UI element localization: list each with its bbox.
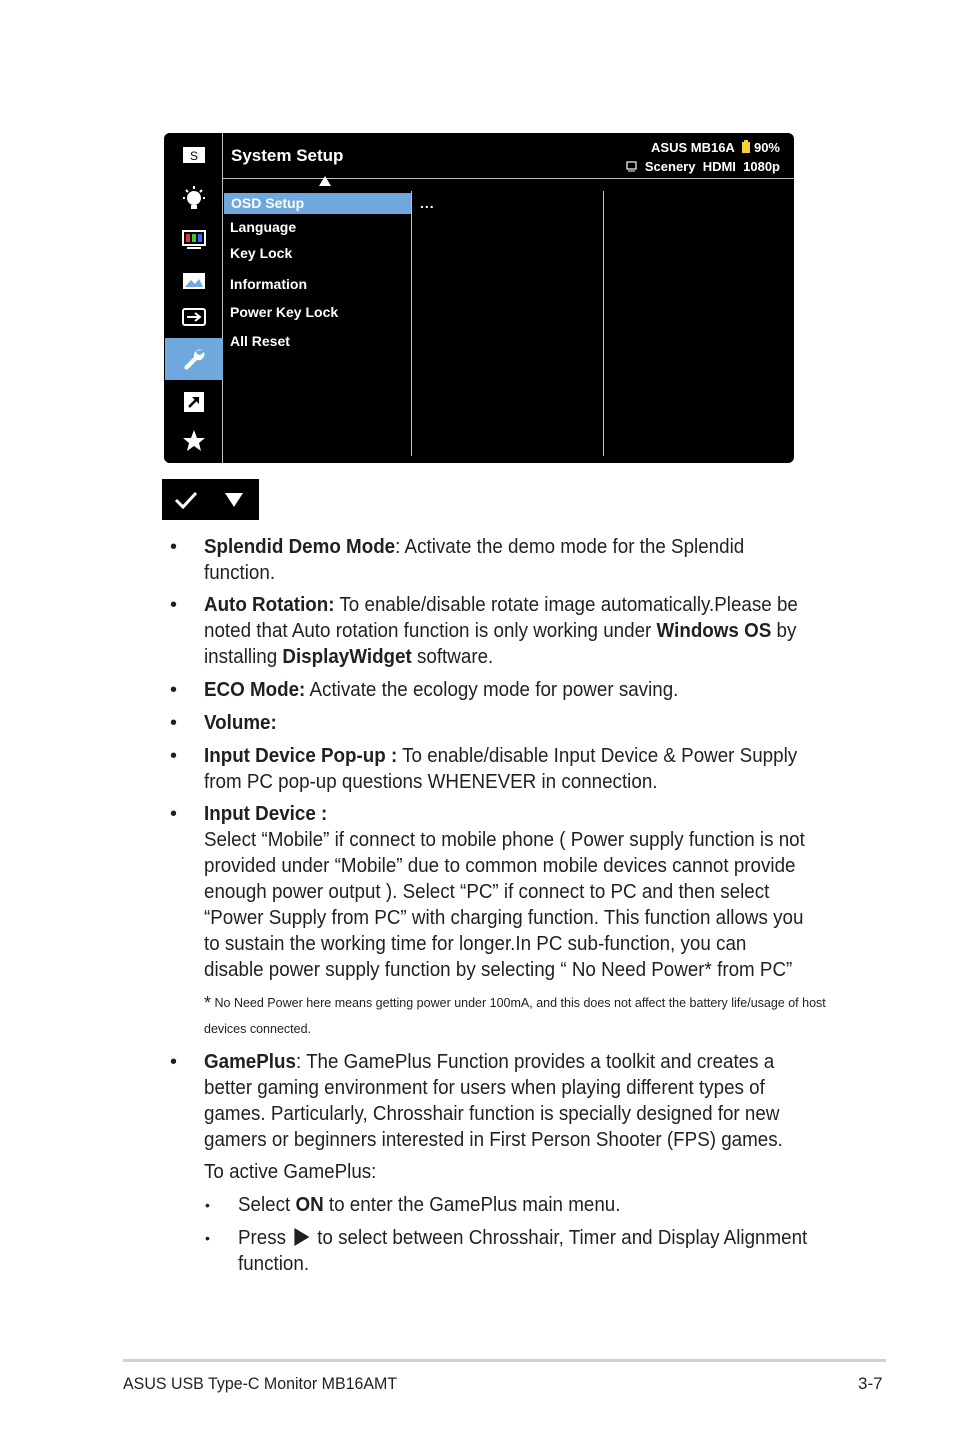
monitor-small-icon: [626, 161, 637, 172]
svg-text:S: S: [189, 149, 199, 163]
menu-item-power-key-lock[interactable]: Power Key Lock: [230, 304, 339, 320]
gameplus-step-1: Select ON to enter the GamePlus main menu.: [238, 1194, 621, 1216]
section-volume: Volume:: [204, 712, 277, 734]
shortcut-icon[interactable]: [165, 382, 223, 422]
input-select-icon[interactable]: [165, 297, 223, 337]
right-arrow-icon: [294, 1228, 309, 1246]
page-number: 3-7: [858, 1374, 883, 1393]
section-splendid-demo: Splendid Demo Mode: Activate the demo mode for the Splendid function.: [204, 536, 745, 584]
osd-title: System Setup: [231, 146, 344, 165]
model-name: ASUS MB16A: [651, 140, 735, 155]
bullet: •: [170, 679, 178, 701]
battery-icon: [741, 140, 751, 153]
check-icon[interactable]: [162, 479, 210, 520]
gameplus-intro: To active GamePlus:: [204, 1161, 377, 1183]
osd-status: [626, 138, 780, 176]
section-eco-mode: ECO Mode: Activate the ecology mode for power saving.: [204, 679, 679, 701]
scroll-up-caret-icon: [319, 176, 331, 186]
bullet: •: [170, 594, 178, 616]
section-input-device: Input Device : Select “Mobile” if connect to mobile phone ( Power supply function is not provided under “Mobile” due to common mobile devices cannot provide enough power output ). Select “PC” if connect to PC and then select “Power Supply from PC” with charging function. This function allows you to sustain the working time for longer.In PC sub-function, you can disable power supply function by selecting “ No Need Power* from PC”: [204, 803, 805, 981]
osd-sidebar: [164, 133, 223, 463]
footer-title: ASUS USB Type-C Monitor MB16AMT: [123, 1374, 398, 1393]
battery-level: 90%: [753, 140, 780, 155]
osd-column-divider: [603, 191, 604, 456]
bullet: •: [170, 536, 178, 558]
down-arrow-icon[interactable]: [210, 479, 258, 520]
menu-item-information[interactable]: Information: [230, 276, 307, 292]
section-input-device-popup: Input Device Pop-up : To enable/disable Input Device & Power Supply from PC pop-up questions WHENEVER in connection.: [204, 745, 798, 793]
splendid-icon[interactable]: [165, 135, 223, 175]
section-gameplus: GamePlus: The GamePlus Function provides a toolkit and creates a better gaming environment for users when playing different types of games. Particularly, Chrosshair function is specially designed for new gamers or beginners interested in First Person Shooter (FPS) games.: [204, 1051, 783, 1151]
sub-bullet: •: [205, 1230, 210, 1246]
footnote: * No Need Power here means getting power under 100mA, and this does not affect the battery life/usage of host devices connected.: [204, 993, 826, 1036]
menu-item-language[interactable]: Language: [230, 219, 297, 235]
footer-divider: [123, 1359, 886, 1362]
menu-item-all-reset[interactable]: All Reset: [230, 333, 290, 349]
osd-menu-screenshot: [164, 133, 794, 463]
mode-info: Scenery HDMI 1080p: [644, 159, 780, 174]
menu-item-osd-setup[interactable]: OSD Setup: [224, 193, 411, 214]
bullet: •: [170, 803, 178, 825]
bullet: •: [170, 745, 178, 767]
color-icon[interactable]: [165, 220, 223, 260]
bullet: •: [170, 712, 178, 734]
osd-divider: [223, 178, 794, 179]
gameplus-step-2: Press to select between Chrosshair, Timer and Display Alignment function.: [238, 1227, 808, 1275]
osd-column-divider: [411, 191, 412, 456]
system-setup-wrench-icon[interactable]: [165, 338, 223, 380]
brightness-icon[interactable]: [165, 179, 223, 219]
myfavorite-star-icon[interactable]: [165, 421, 223, 461]
bullet: •: [170, 1051, 178, 1073]
section-auto-rotation: Auto Rotation: To enable/disable rotate image automatically.Please be noted that Auto rotation function is only working under Windows OS by installing DisplayWidget software.: [204, 594, 798, 668]
control-buttons: [162, 479, 259, 520]
sub-bullet: •: [205, 1197, 210, 1213]
image-icon[interactable]: [165, 261, 223, 301]
submenu-ellipsis: ...: [420, 195, 435, 211]
menu-item-key-lock[interactable]: Key Lock: [230, 245, 293, 261]
